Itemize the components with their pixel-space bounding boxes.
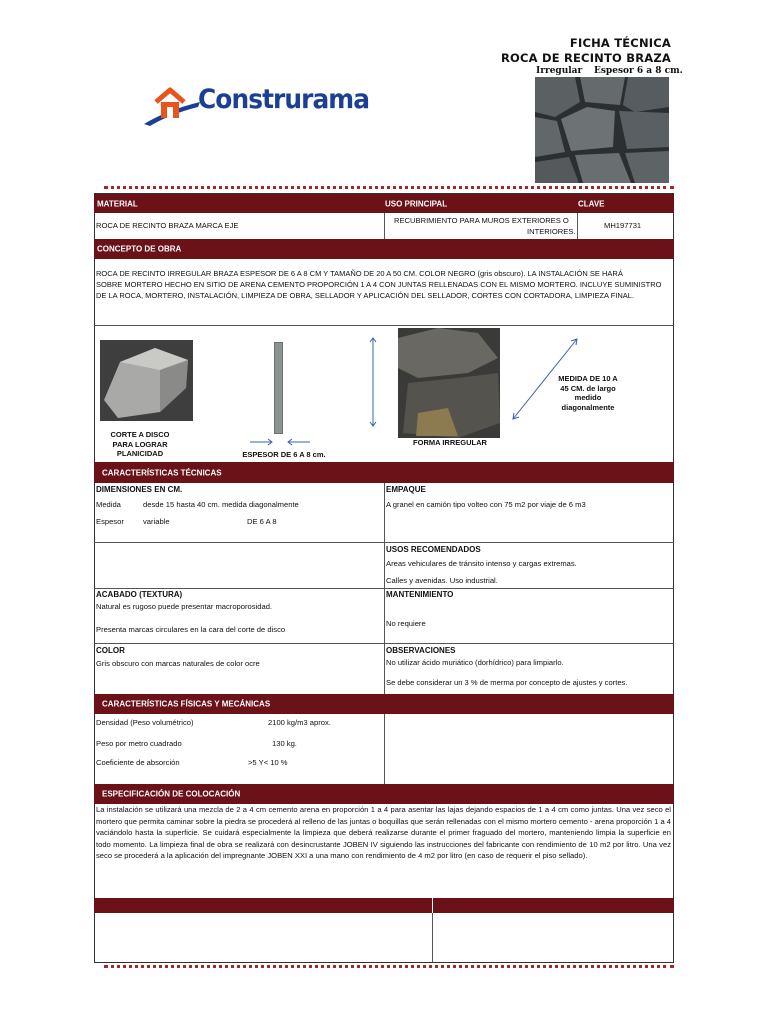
espesor-value: DE 6 A 8	[247, 517, 277, 526]
product-type: Irregular	[536, 66, 583, 76]
divider	[384, 483, 385, 695]
cut-stone-photo	[100, 340, 193, 421]
color-value: Gris obscuro con marcas naturales de color ocre	[96, 659, 260, 668]
divider	[94, 325, 674, 326]
stone-wall-photo	[535, 77, 669, 183]
uso-header: USO PRINCIPAL	[385, 199, 448, 208]
uso-value-line2: INTERIORES.	[527, 227, 576, 236]
acabado-title: ACABADO (TEXTURA)	[96, 590, 183, 599]
divider	[432, 913, 433, 962]
medida-caption-line4: diagonalmente	[561, 402, 615, 412]
mantenimiento-value: No requiere	[386, 619, 426, 628]
medida-caption-line1: MEDIDA DE 10 A	[558, 374, 618, 383]
concepto-line2: SOBRE MORTERO HECHO EN SITIO DE ARENA CEMENTO PROPORCIÓN 1 A 4 CON JUNTAS RELLENADAS CON EL MISMO MORTERO. INCLUYE SUMINISTRO	[96, 280, 662, 289]
corte-caption-line1: CORTE A DISCO	[110, 430, 170, 439]
product-thickness: Espesor 6 a 8 cm.	[594, 66, 683, 76]
usos-line1: Areas vehiculares de tránsito intenso y cargas extremas.	[386, 559, 577, 568]
espesor-mid: variable	[143, 517, 170, 526]
color-title: COLOR	[96, 646, 125, 655]
concepto-line3: DE LA ROCA, MORTERO, INSTALACIÓN, LIMPIEZA DE OBRA, SELLADOR Y APLICACIÓN DEL SELLADOR, CORTES CON CORTADORA, LIMPIEZA FINAL.	[96, 291, 635, 300]
thickness-photo	[274, 342, 283, 434]
empaque-title: EMPAQUE	[386, 485, 426, 494]
peso-label: Peso por metro cuadrado	[96, 739, 182, 748]
footer-bar	[94, 898, 674, 913]
tecnicas-header-bar	[94, 462, 674, 483]
usos-title: USOS RECOMENDADOS	[386, 545, 481, 554]
material-header-bar	[94, 194, 674, 213]
medida-value: desde 15 hasta 40 cm. medida diagonalmente	[143, 500, 299, 509]
dimensiones-title: DIMENSIONES EN CM.	[96, 485, 183, 494]
empaque-value: A granel en camión tipo volteo con 75 m2 por viaje de 6 m3	[386, 500, 586, 509]
forma-caption: FORMA IRREGULAR	[413, 438, 487, 447]
observaciones-line1: No utilizar ácido muriático (dorhídrico) para limpiarlo.	[386, 658, 564, 667]
peso-value: 130 kg.	[272, 739, 297, 748]
tecnicas-header: CARACTERÍSTICAS TÉCNICAS	[102, 468, 222, 477]
material-value: ROCA DE RECINTO BRAZA MARCA EJE	[96, 221, 239, 230]
footer-divider	[104, 965, 674, 968]
product-name: ROCA DE RECINTO BRAZA	[500, 51, 671, 65]
divider	[94, 542, 674, 543]
concepto-header: CONCEPTO DE OBRA	[97, 244, 182, 254]
colocacion-header-bar	[94, 784, 674, 804]
acabado-line2: Presenta marcas circulares en la cara del corte de disco	[96, 625, 286, 634]
espesor-caption: ESPESOR DE 6 A 8 cm.	[242, 450, 326, 459]
medida-caption-line2: 45 CM. de largo	[560, 383, 616, 393]
espesor-label: Espesor	[96, 517, 124, 526]
clave-value: MH197731	[604, 221, 642, 230]
usos-line2: Calles y avenidas. Uso industrial.	[386, 576, 498, 585]
coeficiente-label: Coeficiente de absorción	[96, 758, 180, 767]
height-arrow-icon	[368, 336, 378, 428]
sheet-title: FICHA TÉCNICA	[569, 36, 671, 50]
construrama-logo-icon	[142, 80, 202, 128]
divider	[384, 714, 385, 784]
fisicas-header: CARACTERÍSTICAS FÍSICAS Y MECÁNICAS	[102, 699, 271, 709]
divider	[384, 213, 385, 239]
brand-name: Construrama	[198, 84, 370, 115]
concepto-header-bar	[94, 239, 674, 259]
acabado-line1: Natural es rugoso puede presentar macroporosidad.	[96, 602, 273, 611]
corte-caption-line3: PLANICIDAD	[116, 449, 164, 458]
divider	[94, 588, 674, 589]
colocacion-header: ESPECIFICACIÓN DE COLOCACIÓN	[102, 789, 241, 799]
mantenimiento-title: MANTENIMIENTO	[386, 590, 454, 599]
colocacion-text: La instalación se utilizará una mezcla de 2 a 4 cm cemento arena en proporción 1 a 4 para asentar las lajas dejando espacios de 1 a 4 cm como juntas. Una vez seco el mortero que permita caminar sobre la piedra se procederá al relleno de las juntas o boquillas que serán rellenadas con el mismo mortero cemento - arena proporción 1 a 4 vaciándolo hasta la superficie. Se cuidará especialmente la limpieza que deberá realizarse durante el primer fraguado del mortero, manteniendo limpia la superficie en todo momento. La limpieza final de obra se realizará con desincrustante JOBEN IV siguiendo las instrucciones del fabricante con rendimiento de 10 m2 por litro. Una vez seco se procederá a la aplicación del impregnante JOBEN XXI a una mano con rendimiento de 4 m2 por litro (en caso de requerir el piso sellado).	[96, 805, 671, 860]
medida-caption	[548, 374, 628, 412]
densidad-label: Densidad (Peso volumétrico)	[96, 718, 194, 727]
corte-caption	[100, 430, 180, 459]
observaciones-title: OBSERVACIONES	[386, 646, 456, 655]
clave-header: CLAVE	[578, 199, 605, 208]
medida-caption-line3: medido	[574, 393, 602, 402]
header-divider	[104, 186, 674, 189]
medida-label: Medida	[96, 500, 121, 509]
thickness-arrows-icon	[250, 437, 312, 447]
concepto-line1: ROCA DE RECINTO IRREGULAR BRAZA ESPESOR DE 6 A 8 CM Y TAMAÑO DE 20 A 50 CM. COLOR NEGRO (gris obscuro). LA INSTALACIÓN SE HARÁ	[96, 269, 623, 278]
irregular-stone-photo	[398, 328, 500, 438]
densidad-value: 2100 kg/m3 aprox.	[268, 718, 331, 727]
divider	[577, 213, 578, 239]
uso-value-line1: RECUBRIMIENTO PARA MUROS EXTERIORES O	[394, 216, 569, 225]
observaciones-line2: Se debe considerar un 3 % de merma por concepto de ajustes y cortes.	[386, 678, 628, 687]
divider	[94, 643, 674, 644]
material-header: MATERIAL	[97, 199, 138, 208]
corte-caption-line2: PARA LOGRAR	[112, 439, 168, 449]
coeficiente-value: >5 Y< 10 %	[248, 758, 288, 767]
fisicas-header-bar	[94, 694, 674, 714]
